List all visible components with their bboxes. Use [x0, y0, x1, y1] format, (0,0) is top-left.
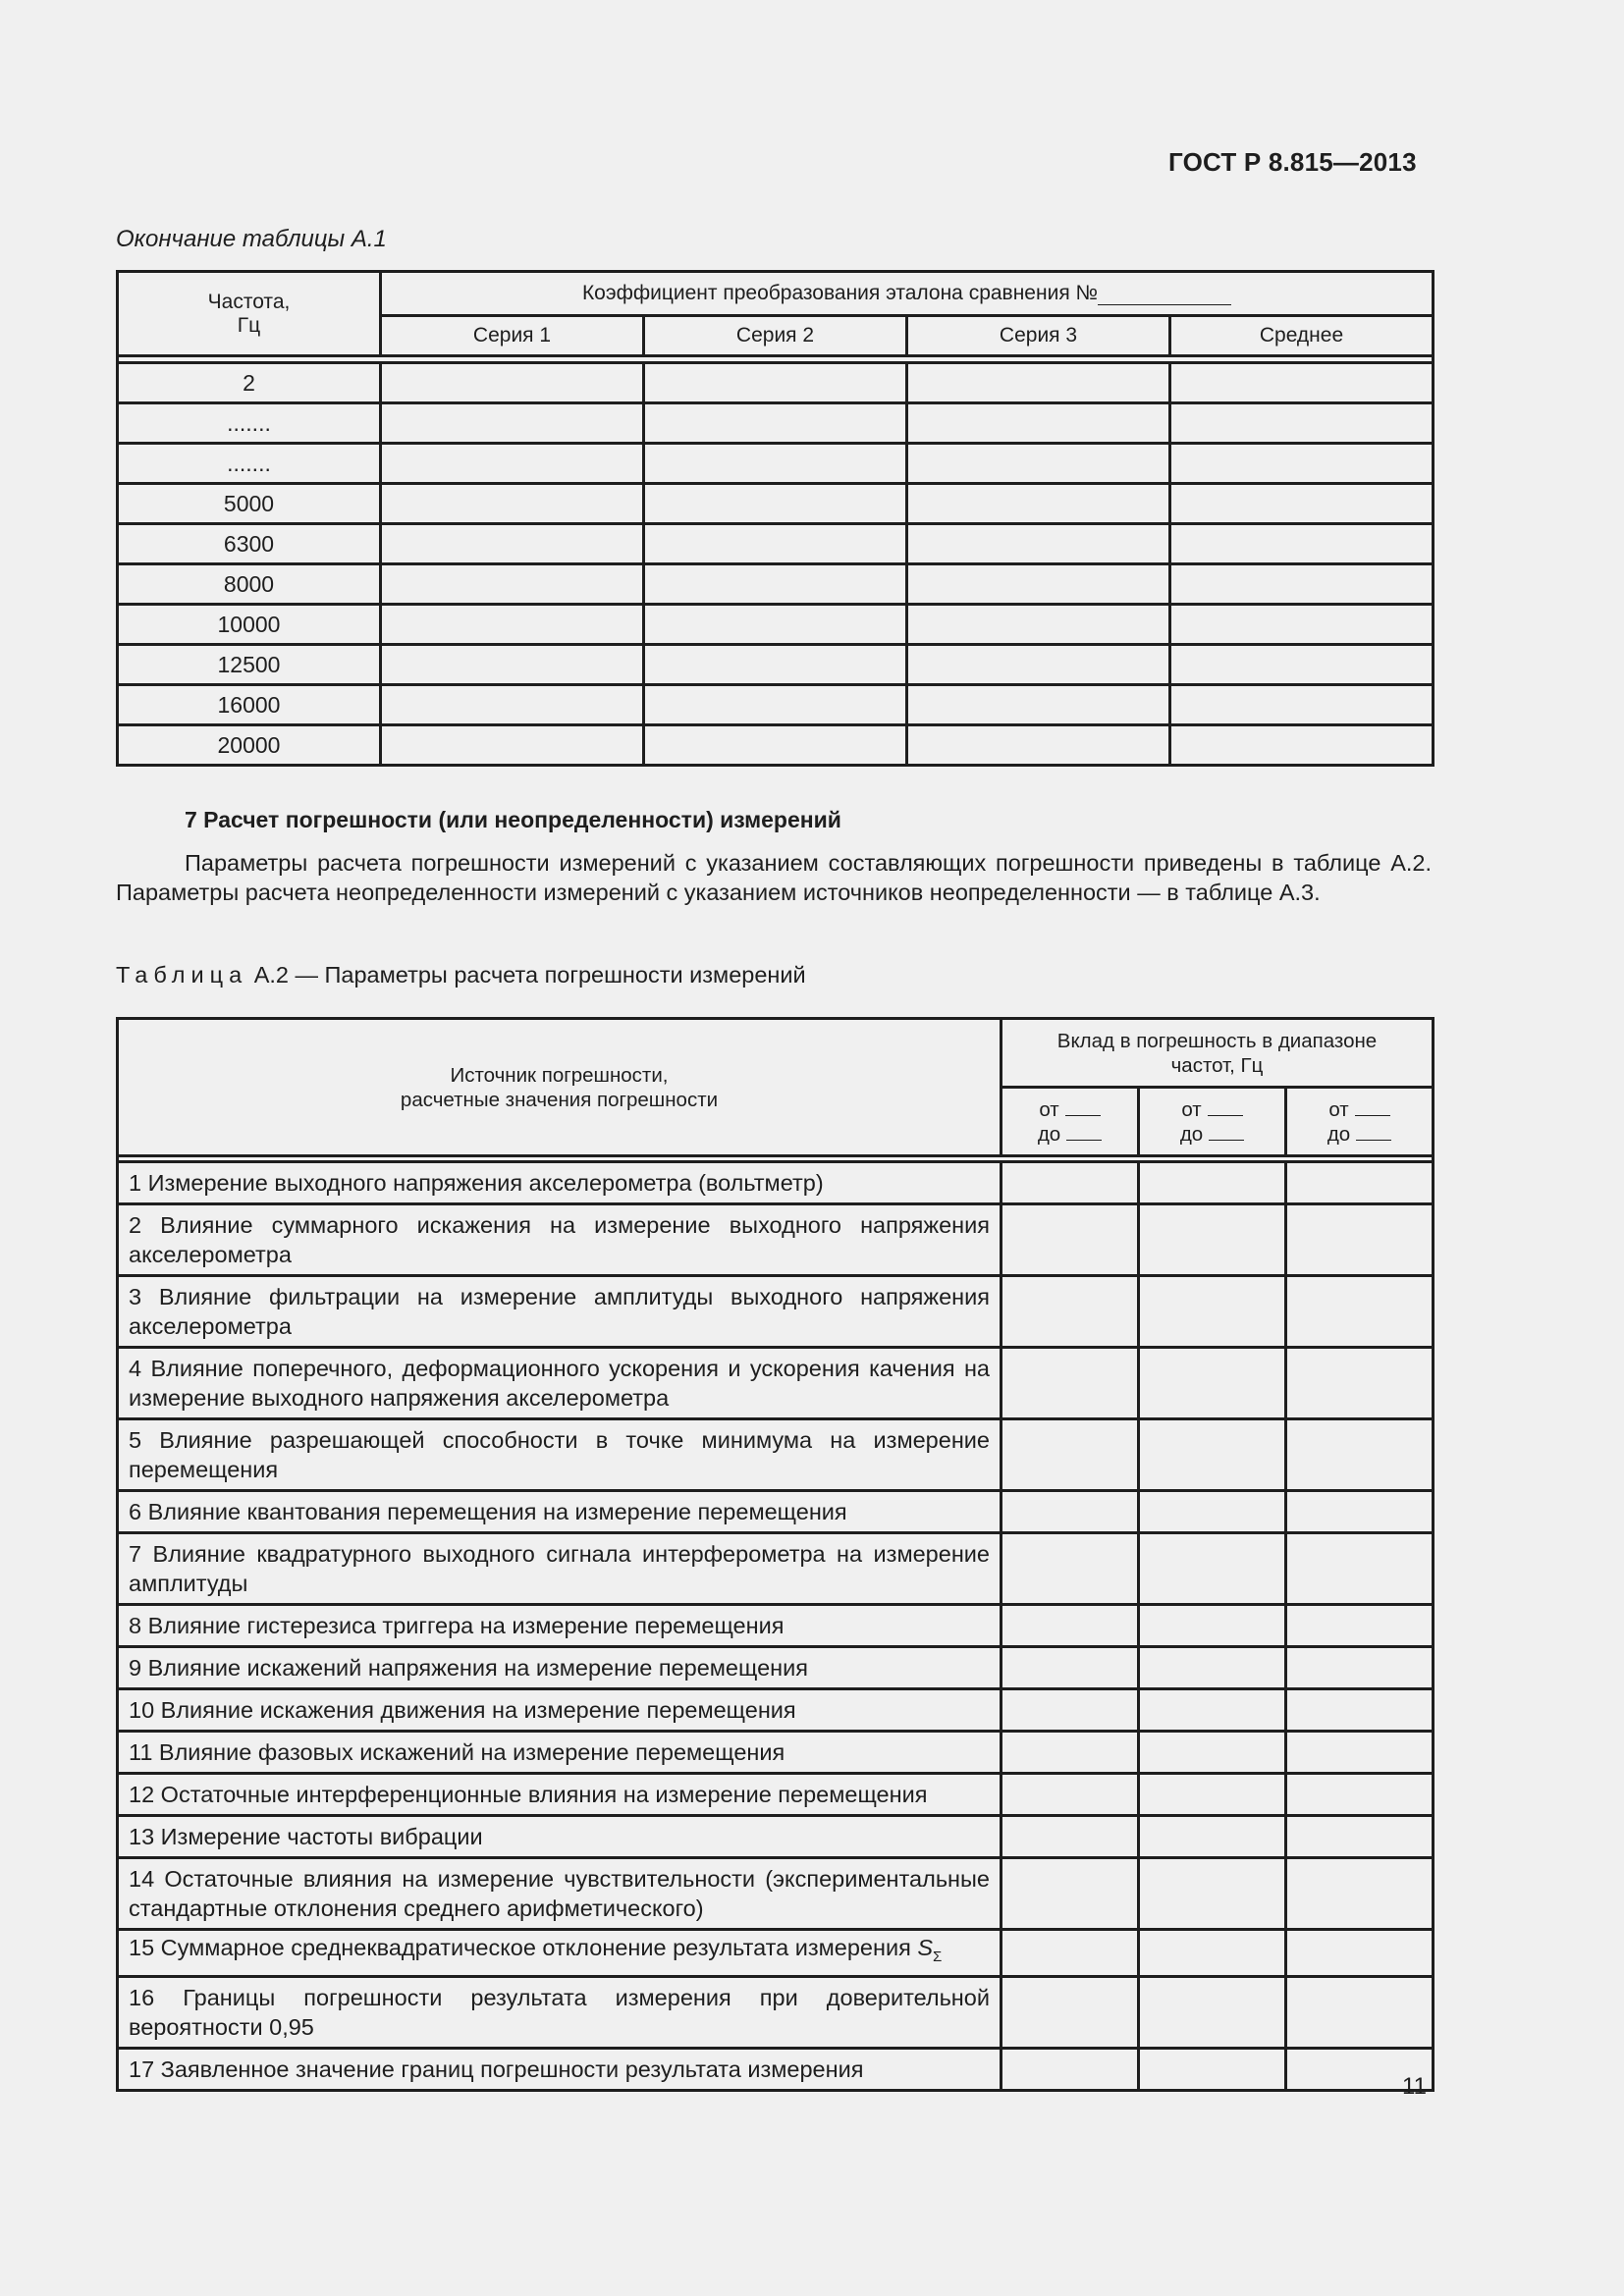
frequency-cell: 16000: [118, 685, 381, 725]
contribution-cell: [1001, 1647, 1139, 1689]
frequency-cell: .......: [118, 403, 381, 444]
contribution-cell: [1286, 1348, 1434, 1419]
error-source-cell: 8 Влияние гистерезиса триггера на измерение перемещения: [118, 1605, 1001, 1647]
error-source-cell: 12 Остаточные интерференционные влияния на измерение перемещения: [118, 1774, 1001, 1816]
frequency-cell: 8000: [118, 564, 381, 605]
value-cell: [381, 484, 644, 524]
series-2-header: Серия 2: [644, 316, 907, 356]
contribution-cell: [1286, 1774, 1434, 1816]
error-source-cell: 13 Измерение частоты вибрации: [118, 1816, 1001, 1858]
error-source-cell: 1 Измерение выходного напряжения акселерометра (вольтметр): [118, 1162, 1001, 1204]
contribution-cell: [1139, 2049, 1286, 2091]
contribution-cell: [1286, 1162, 1434, 1204]
table-row: [118, 1533, 1434, 1605]
contribution-cell: [1286, 1491, 1434, 1533]
error-source-cell: 2 Влияние суммарного искажения на измерение выходного напряжения акселерометра: [118, 1204, 1001, 1276]
section-7-heading: 7 Расчет погрешности (или неопределенности) измерений: [185, 807, 841, 832]
table-row: [118, 524, 1434, 564]
contribution-cell: [1286, 1647, 1434, 1689]
value-cell: [907, 564, 1170, 605]
contribution-cell: [1286, 1605, 1434, 1647]
value-cell: [381, 524, 644, 564]
error-source-cell: 5 Влияние разрешающей способности в точке минимума на измерение перемещения: [118, 1419, 1001, 1491]
header-separator: [118, 356, 1434, 363]
table-row: [118, 1689, 1434, 1732]
value-cell: [907, 645, 1170, 685]
table-row: [118, 1276, 1434, 1348]
contribution-cell: [1286, 1732, 1434, 1774]
table-row: [118, 363, 1434, 403]
contribution-cell: [1286, 1816, 1434, 1858]
value-cell: [644, 403, 907, 444]
contribution-cell: [1001, 2049, 1139, 2091]
value-cell: [1170, 444, 1434, 484]
contribution-cell: [1001, 1930, 1139, 1977]
contribution-cell: [1139, 1491, 1286, 1533]
error-source-cell: 7 Влияние квадратурного выходного сигнала интерферометра на измерение амплитуды: [118, 1533, 1001, 1605]
freq-column-header: Частота, Гц: [118, 272, 381, 356]
frequency-cell: 12500: [118, 645, 381, 685]
value-cell: [381, 605, 644, 645]
contribution-cell: [1001, 1491, 1139, 1533]
value-cell: [644, 524, 907, 564]
value-cell: [644, 605, 907, 645]
table-row: [118, 403, 1434, 444]
error-source-cell: 16 Границы погрешности результата измерения при доверительной вероятности 0,95: [118, 1977, 1001, 2049]
table-row: [118, 1732, 1434, 1774]
contribution-cell: [1001, 1774, 1139, 1816]
error-source-cell: 14 Остаточные влияния на измерение чувствительности (экспериментальные стандартные отклонения среднего арифметического): [118, 1858, 1001, 1930]
contribution-cell: [1001, 1858, 1139, 1930]
sum-sigma-symbol: $S_\Sigma$: [917, 1935, 943, 1965]
frequency-cell: 20000: [118, 725, 381, 766]
table-row: [118, 685, 1434, 725]
contribution-cell: [1286, 1204, 1434, 1276]
range-2-header: от до: [1139, 1088, 1286, 1156]
contribution-cell: [1001, 1162, 1139, 1204]
table-row: [118, 605, 1434, 645]
value-cell: [381, 444, 644, 484]
contribution-cell: [1001, 1348, 1139, 1419]
range-3-header: от до: [1286, 1088, 1434, 1156]
contribution-cell: [1001, 1816, 1139, 1858]
table-row: [118, 1605, 1434, 1647]
series-3-header: Серия 3: [907, 316, 1170, 356]
contribution-cell: [1139, 1419, 1286, 1491]
contribution-cell: [1139, 1348, 1286, 1419]
frequency-cell: 5000: [118, 484, 381, 524]
error-source-header: Источник погрешности, расчетные значения погрешности: [118, 1019, 1001, 1156]
value-cell: [1170, 685, 1434, 725]
error-source-cell: 9 Влияние искажений напряжения на измерение перемещения: [118, 1647, 1001, 1689]
table-row: [118, 1162, 1434, 1204]
contribution-cell: [1139, 1204, 1286, 1276]
value-cell: [644, 725, 907, 766]
contribution-cell: [1001, 1276, 1139, 1348]
table-row: [118, 1977, 1434, 2049]
contribution-cell: [1001, 1605, 1139, 1647]
contribution-cell: [1001, 1419, 1139, 1491]
frequency-cell: 2: [118, 363, 381, 403]
table-a1-continuation-caption: Окончание таблицы А.1: [116, 226, 387, 252]
contribution-cell: [1139, 1605, 1286, 1647]
value-cell: [907, 605, 1170, 645]
contribution-cell: [1139, 1774, 1286, 1816]
table-row: [118, 1774, 1434, 1816]
contribution-cell: [1286, 1689, 1434, 1732]
value-cell: [907, 363, 1170, 403]
contribution-cell: [1139, 1162, 1286, 1204]
table-a1: [116, 270, 1435, 767]
value-cell: [1170, 725, 1434, 766]
table-row: [118, 1647, 1434, 1689]
value-cell: [644, 564, 907, 605]
value-cell: [381, 685, 644, 725]
table-a2-title: Таблица А.2 — Параметры расчета погрешности измерений: [116, 962, 806, 988]
contribution-cell: [1139, 1816, 1286, 1858]
page-number: 11: [1402, 2073, 1427, 2100]
value-cell: [1170, 403, 1434, 444]
value-cell: [1170, 484, 1434, 524]
section-7-paragraph: Параметры расчета погрешности измерений с указанием составляющих погрешности приведены в таблице А.2. Параметры расчета неопределенности измерений с указанием источников неопределенности — в таблице А.3.: [116, 850, 1432, 905]
value-cell: [1170, 524, 1434, 564]
value-cell: [381, 645, 644, 685]
series-1-header: Серия 1: [381, 316, 644, 356]
blank-fill-line: [1098, 285, 1231, 305]
value-cell: [644, 685, 907, 725]
table-row: [118, 1348, 1434, 1419]
contribution-cell: [1001, 1689, 1139, 1732]
value-cell: [644, 484, 907, 524]
contribution-cell: [1001, 1533, 1139, 1605]
contribution-cell: [1139, 1930, 1286, 1977]
value-cell: [381, 403, 644, 444]
contribution-cell: [1286, 1419, 1434, 1491]
contribution-header: Вклад в погрешность в диапазоне частот, Гц: [1001, 1019, 1434, 1088]
frequency-cell: 10000: [118, 605, 381, 645]
contribution-cell: [1139, 1858, 1286, 1930]
contribution-cell: [1286, 1930, 1434, 1977]
value-cell: [907, 403, 1170, 444]
value-cell: [907, 725, 1170, 766]
table-row: [118, 1858, 1434, 1930]
average-header: Среднее: [1170, 316, 1434, 356]
error-source-cell: 4 Влияние поперечного, деформационного ускорения и ускорения качения на измерение выходного напряжения акселерометра: [118, 1348, 1001, 1419]
value-cell: [1170, 605, 1434, 645]
range-1-header: от до: [1001, 1088, 1139, 1156]
contribution-cell: [1139, 1647, 1286, 1689]
coefficient-group-header: Коэффициент преобразования эталона сравнения №: [381, 272, 1434, 316]
table-row: [118, 1491, 1434, 1533]
value-cell: [907, 524, 1170, 564]
table-row: [118, 444, 1434, 484]
contribution-cell: [1001, 1204, 1139, 1276]
value-cell: [1170, 564, 1434, 605]
frequency-cell: .......: [118, 444, 381, 484]
error-source-cell: 3 Влияние фильтрации на измерение амплитуды выходного напряжения акселерометра: [118, 1276, 1001, 1348]
contribution-cell: [1139, 1276, 1286, 1348]
value-cell: [381, 564, 644, 605]
value-cell: [1170, 645, 1434, 685]
table-row: [118, 564, 1434, 605]
error-source-cell: 6 Влияние квантования перемещения на измерение перемещения: [118, 1491, 1001, 1533]
value-cell: [1170, 363, 1434, 403]
document-code: ГОСТ Р 8.815—2013: [1168, 147, 1417, 177]
error-source-cell: 17 Заявленное значение границ погрешности результата измерения: [118, 2049, 1001, 2091]
contribution-cell: [1139, 1977, 1286, 2049]
contribution-cell: [1139, 1732, 1286, 1774]
frequency-cell: 6300: [118, 524, 381, 564]
error-source-cell: 10 Влияние искажения движения на измерение перемещения: [118, 1689, 1001, 1732]
table-a2: [116, 1017, 1435, 2092]
value-cell: [907, 685, 1170, 725]
contribution-cell: [1286, 1858, 1434, 1930]
contribution-cell: [1139, 1689, 1286, 1732]
error-source-cell: 15 Суммарное среднеквадратическое отклонение результата измерения $S_\Sigma$: [118, 1930, 1001, 1977]
table-row: [118, 1816, 1434, 1858]
table-row: [118, 645, 1434, 685]
table-row: [118, 725, 1434, 766]
value-cell: [381, 363, 644, 403]
contribution-cell: [1286, 1533, 1434, 1605]
contribution-cell: [1286, 1276, 1434, 1348]
contribution-cell: [1001, 1977, 1139, 2049]
table-row: [118, 1930, 1434, 1977]
table-row: [118, 1204, 1434, 1276]
error-source-cell: 11 Влияние фазовых искажений на измерение перемещения: [118, 1732, 1001, 1774]
value-cell: [644, 363, 907, 403]
value-cell: [644, 645, 907, 685]
contribution-cell: [1001, 1732, 1139, 1774]
value-cell: [381, 725, 644, 766]
value-cell: [907, 444, 1170, 484]
table-row: [118, 1419, 1434, 1491]
value-cell: [644, 444, 907, 484]
table-row: [118, 484, 1434, 524]
contribution-cell: [1139, 1533, 1286, 1605]
contribution-cell: [1286, 1977, 1434, 2049]
value-cell: [907, 484, 1170, 524]
table-row: [118, 2049, 1434, 2091]
